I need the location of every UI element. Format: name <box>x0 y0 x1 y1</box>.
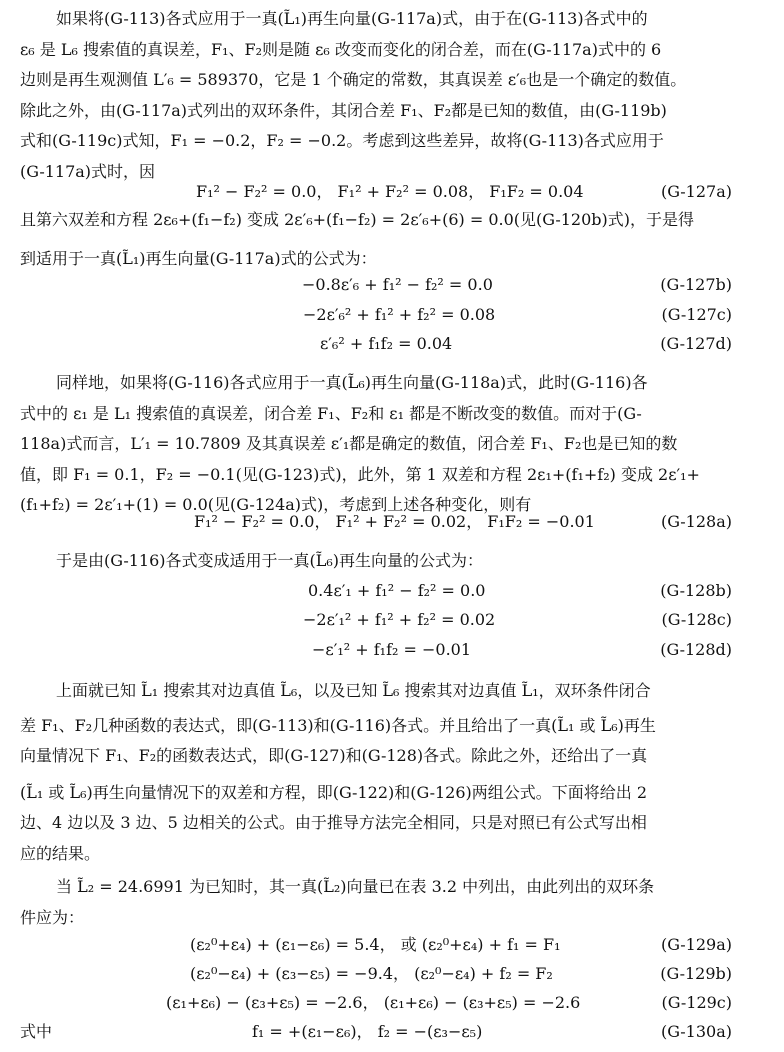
equation-expression: −ε′₁² + f₁f₂ = −0.01 <box>312 640 472 659</box>
equation-row <box>0 990 784 1016</box>
equation-expression: (ε₁+ε₆) − (ε₃+ε₅) = −2.6， (ε₁+ε₆) − (ε₃+ε₅) = −2.6 <box>166 993 581 1012</box>
equation-expression: −0.8ε′₆ + f₁² − f₂² = 0.0 <box>302 275 493 294</box>
text-line: 同样地，如果将(G-116)各式应用于一真(L̃₆)再生向量(G-118a)式，此时(G-116)各 <box>56 373 648 392</box>
equation-expression: F₁² − F₂² = 0.0， F₁² + F₂² = 0.02， F₁F₂ = −0.01 <box>194 512 595 531</box>
text-line: 差 F₁、F₂几种函数的表达式，即(G-113)和(G-116)各式。并且给出了一真(L̃₁ 或 L̃₆)再生 <box>20 715 656 735</box>
text-line: 件应为： <box>20 907 85 927</box>
equation-number: (G-129c) <box>661 993 732 1012</box>
paragraph-4 <box>20 546 762 577</box>
equation-number: (G-127a) <box>660 182 732 201</box>
equation-number: (G-129a) <box>660 935 732 954</box>
text-line: 边则是再生观测值 L′₆ = 589370，它是 1 个确定的常数，其真误差 ε′₆也是一个确定的数值。 <box>20 70 687 89</box>
paragraph-2 <box>20 205 762 274</box>
text-line: 边、4 边以及 3 边、5 边相关的公式。由于推导方法完全相同，只是对照已有公式写出相 <box>20 813 647 832</box>
equation-number: (G-128b) <box>660 581 732 600</box>
equation-expression: −2ε′₁² + f₁² + f₂² = 0.02 <box>303 610 496 629</box>
equation-row <box>0 302 784 328</box>
text-line: 上面就已知 L̃₁ 搜索其对边真值 L̃₆，以及已知 L̃₆ 搜索其对边真值 L̃₁，双环条件闭合 <box>56 681 651 700</box>
equation-expression: F₁² − F₂² = 0.0， F₁² + F₂² = 0.08， F₁F₂ = 0.04 <box>196 182 584 201</box>
equation-expression: (ε₂⁰+ε₄) + (ε₁−ε₆) = 5.4， 或 (ε₂⁰+ε₄) + f₁ = F₁ <box>190 935 561 954</box>
paragraph-1 <box>20 4 762 187</box>
equation-expression: 0.4ε′₁ + f₁² − f₂² = 0.0 <box>308 581 486 600</box>
text-line: 值，即 F₁ = 0.1，F₂ = −0.1(见(G-123)式)，此外，第 1 双差和方程 2ε₁+(f₁+f₂) 变成 2ε′₁+ <box>20 464 700 484</box>
equation-number: (G-128c) <box>661 610 732 629</box>
equation-number: (G-129b) <box>660 964 732 983</box>
text-line: 式和(G-119c)式知，F₁ = −0.2，F₂ = −0.2。考虑到这些差异，故将(G-113)各式应用于 <box>20 131 664 150</box>
equation-row <box>0 272 784 298</box>
equation-row <box>0 331 784 357</box>
equation-number: (G-130a) <box>660 1022 732 1041</box>
text-line: (L̃₁ 或 L̃₆)再生向量情况下的双差和方程，即(G-122)和(G-126)两组公式。下面将给出 2 <box>20 782 648 802</box>
text-line: (f₁+f₂) = 2ε′₁+(1) = 0.0(见(G-124a)式)，考虑到上述各种变化，则有 <box>20 495 532 514</box>
paragraph-3 <box>20 368 762 521</box>
text-line: 除此之外，由(G-117a)式列出的双环条件，其闭合差 F₁、F₂都是已知的数值，由(G-119b) <box>20 100 667 120</box>
equation-expression: (ε₂⁰−ε₄) + (ε₃−ε₅) = −9.4， (ε₂⁰−ε₄) + f₂ = F₂ <box>190 964 553 983</box>
equation-row <box>0 607 784 633</box>
equation-expression: f₁ = +(ε₁−ε₆)， f₂ = −(ε₃−ε₅) <box>252 1022 483 1041</box>
equation-expression: −2ε′₆² + f₁² + f₂² = 0.08 <box>303 305 496 324</box>
equation-number: (G-128d) <box>660 640 732 659</box>
equation-row <box>0 1019 784 1045</box>
equation-number: (G-127d) <box>660 334 732 353</box>
text-line: 当 L̃₂ = 24.6991 为已知时，其一真(L̃₂)向量已在表 3.2 中列出，由此列出的双环条 <box>56 877 655 896</box>
text-line: 于是由(G-116)各式变成适用于一真(L̃₆)再生向量的公式为： <box>56 551 484 570</box>
equation-lead-text: 式中 <box>20 1022 53 1041</box>
text-line: 向量情况下 F₁、F₂的函数表达式，即(G-127)和(G-128)各式。除此之外，还给出了一真 <box>20 746 648 765</box>
equation-row <box>0 637 784 663</box>
paragraph-6 <box>20 872 762 933</box>
equation-row <box>0 932 784 958</box>
equation-expression: ε′₆² + f₁f₂ = 0.04 <box>320 334 453 353</box>
text-line: 式中的 ε₁ 是 L₁ 搜索值的真误差，闭合差 F₁、F₂和 ε₁ 都是不断改变的数值。而对于(G- <box>20 403 642 423</box>
text-line: ε₆ 是 L₆ 搜索值的真误差，F₁、F₂则是随 ε₆ 改变而变化的闭合差，而在(G-117a)式中的 6 <box>20 39 662 59</box>
equation-number: (G-127b) <box>660 275 732 294</box>
text-line: (G-117a)式时，因 <box>20 161 156 181</box>
equation-row <box>0 179 784 205</box>
equation-row <box>0 509 784 535</box>
equation-number: (G-127c) <box>661 305 732 324</box>
equation-row <box>0 578 784 604</box>
paragraph-5 <box>20 676 762 869</box>
text-line: 应的结果。 <box>20 843 101 863</box>
text-line: 如果将(G-113)各式应用于一真(L̃₁)再生向量(G-117a)式，由于在(G-113)各式中的 <box>56 9 648 28</box>
equation-number: (G-128a) <box>660 512 732 531</box>
text-line: 到适用于一真(L̃₁)再生向量(G-117a)式的公式为： <box>20 248 377 268</box>
text-line: 118a)式而言，L′₁ = 10.7809 及其真误差 ε′₁都是确定的数值，闭合差 F₁、F₂也是已知的数 <box>20 434 678 453</box>
text-line: 且第六双差和方程 2ε₆+(f₁−f₂) 变成 2ε′₆+(f₁−f₂) = 2ε′₆+(6) = 0.0(见(G-120b)式)，于是得 <box>20 210 695 229</box>
equation-row <box>0 961 784 987</box>
